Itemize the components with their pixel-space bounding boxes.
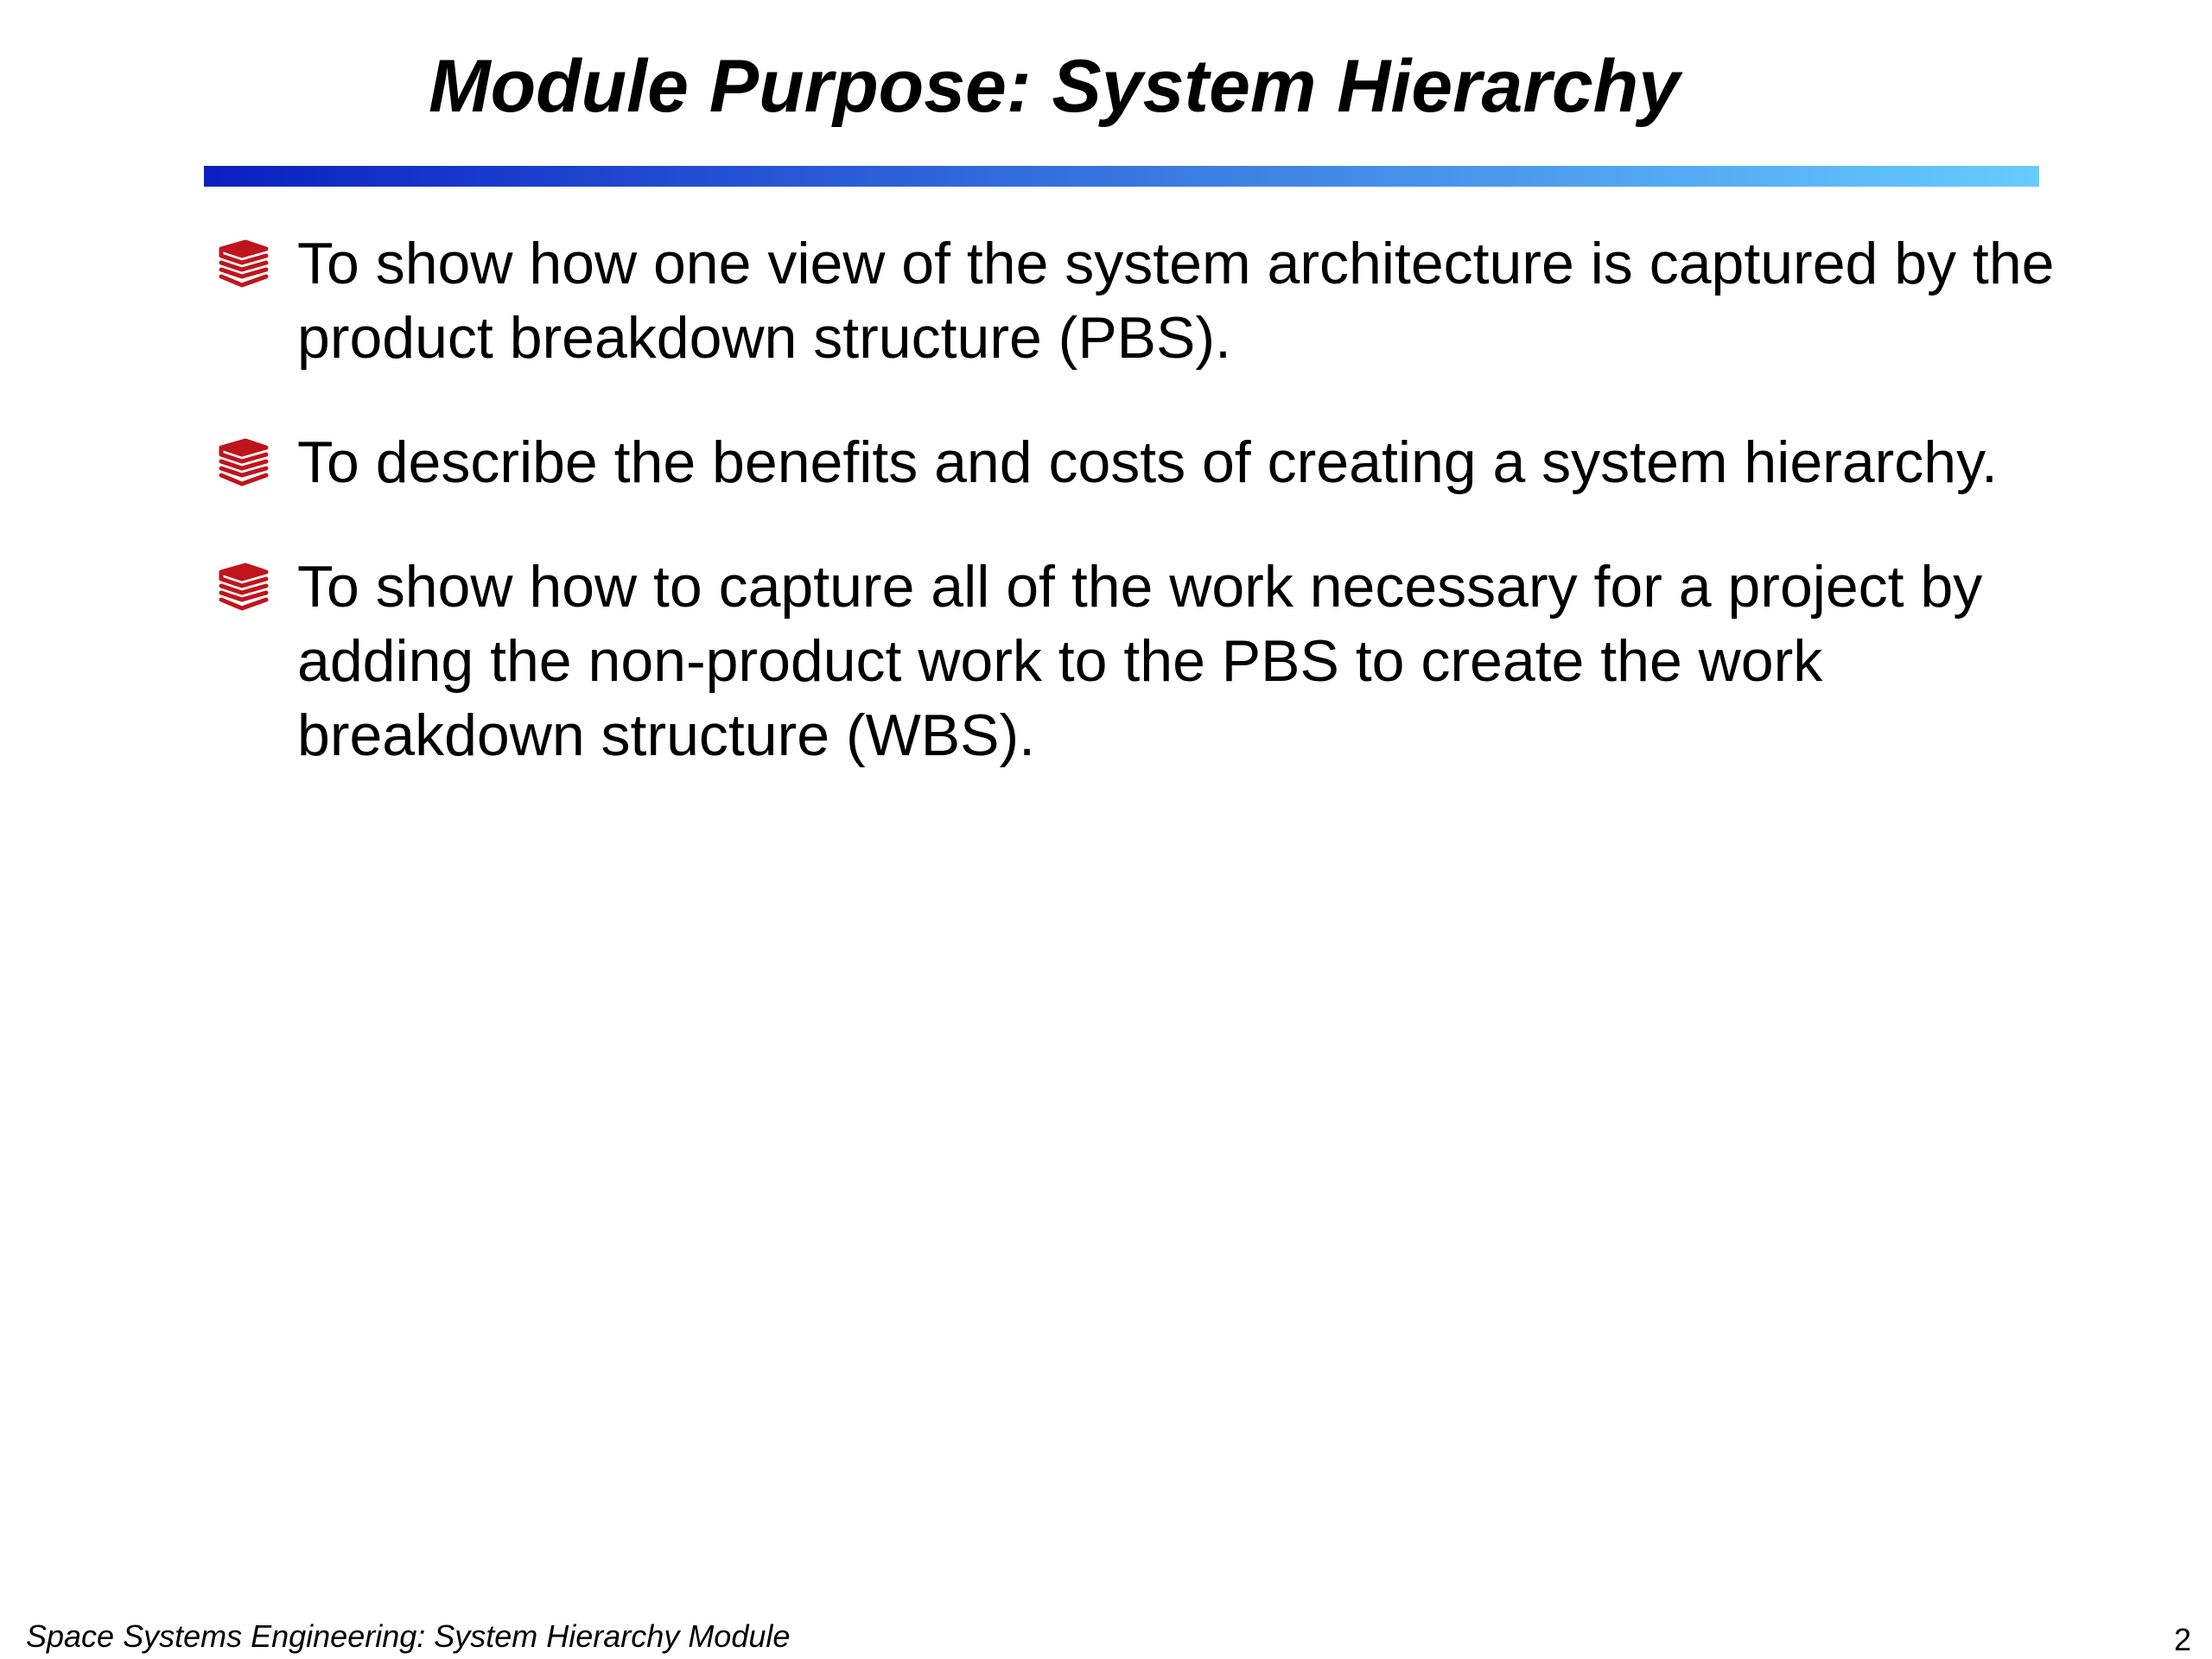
bullet-item — [216, 550, 2074, 772]
books-stack-icon — [216, 560, 271, 615]
slide-title: Module Purpose: System Hierarchy — [428, 45, 1681, 128]
bullet-text: To show how to capture all of the work necessary for a project by adding the non-product work to the PBS to create the work breakdown structure (WBS). — [297, 554, 1983, 768]
footer-text: Space Systems Engineering: System Hierarchy Module — [26, 1618, 791, 1654]
books-stack-icon — [216, 435, 271, 491]
bullet-text: To show how one view of the system architecture is captured by the product breakdown structure (PBS). — [297, 231, 2055, 371]
title-divider — [204, 166, 2039, 187]
books-stack-icon — [216, 237, 271, 292]
bullet-text: To describe the benefits and costs of creating a system hierarchy. — [297, 429, 1998, 495]
bullet-item — [216, 226, 2074, 375]
bullet-list — [216, 226, 2074, 823]
bullet-item — [216, 425, 2074, 499]
page-number: 2 — [2173, 1622, 2191, 1657]
